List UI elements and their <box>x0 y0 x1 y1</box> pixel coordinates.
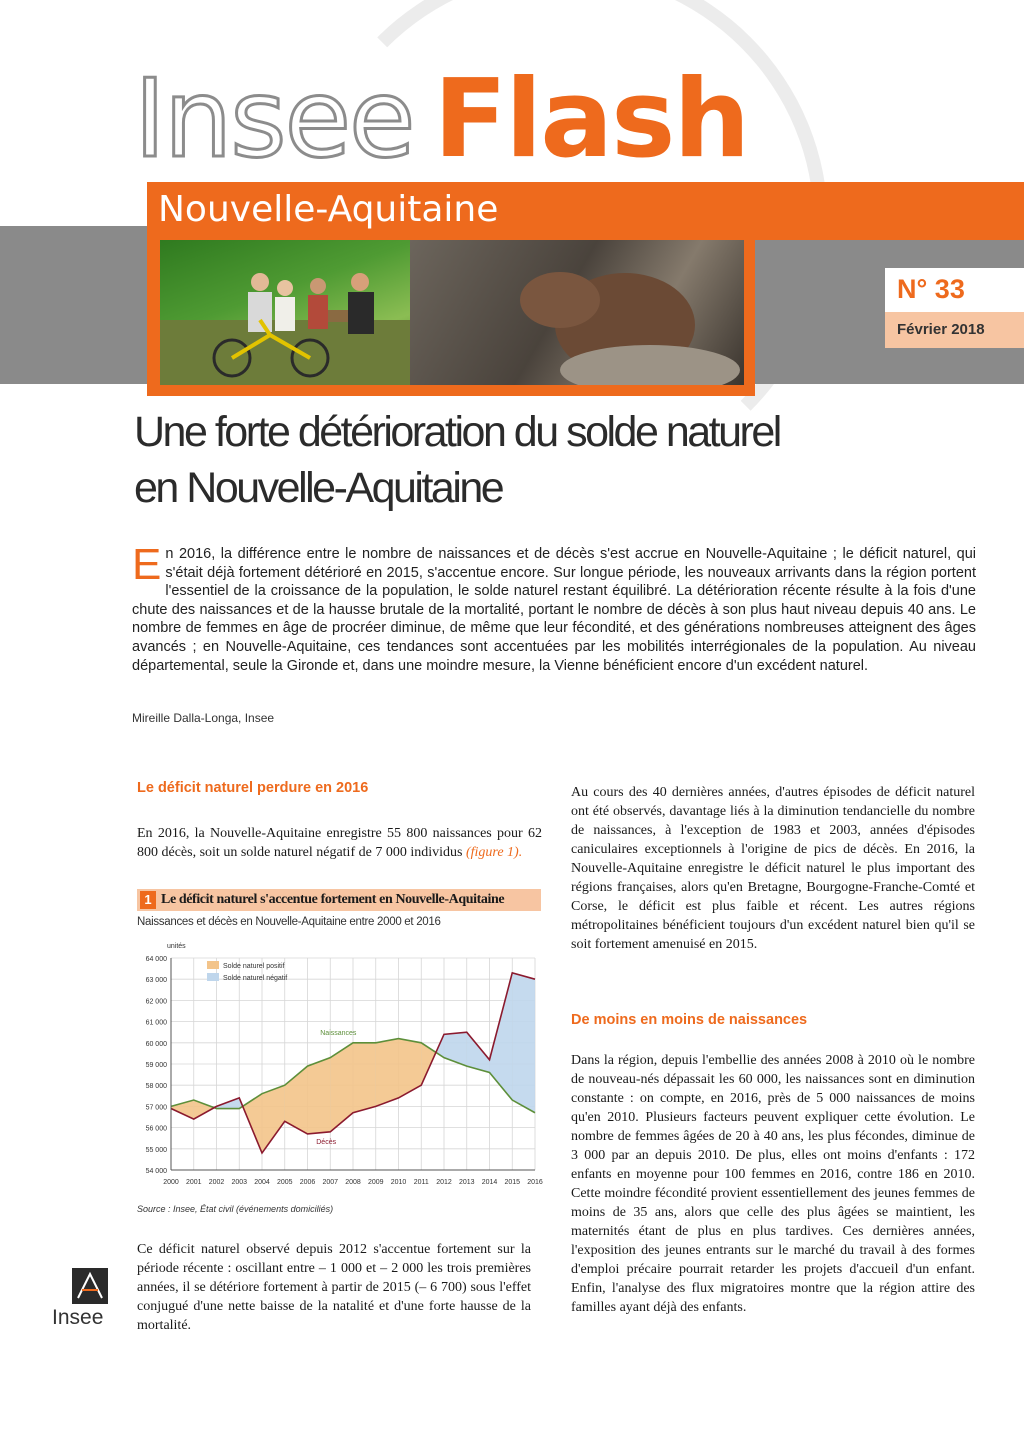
births-deaths-chart <box>137 936 543 1196</box>
y-tick-label: 60 000 <box>145 1040 167 1048</box>
x-tick-label: 2015 <box>504 1179 521 1186</box>
x-tick-label: 2004 <box>254 1179 270 1186</box>
author: Mireille Dalla-Longa, Insee <box>132 711 275 725</box>
cover-photo-seniors <box>160 240 410 385</box>
section-title-deficit: Le déficit naturel perdure en 2016 <box>137 780 369 796</box>
article-title-line2: en Nouvelle-Aquitaine <box>134 464 503 512</box>
x-tick-label: 2006 <box>299 1179 316 1186</box>
legend-swatch <box>207 961 219 969</box>
brand-logo <box>134 57 749 182</box>
x-tick-label: 2000 <box>163 1179 179 1186</box>
x-tick-label: 2012 <box>436 1179 452 1186</box>
x-tick-label: 2007 <box>322 1179 339 1186</box>
region-name: Nouvelle-Aquitaine <box>158 189 499 230</box>
right-paragraph-1: Au cours des 40 dernières années, d'autres épisodes de déficit naturel ont été observés, davantage liés à la diminution tendancielle du nombre de naissances, à l'exception de 1983 et 2003, années d'épisodes caniculaires exceptionnels à l'origine de pics de décès. En 2016, la Nouvelle-Aquitaine enregistre le déficit naturel le plus important des régions françaises, alors qu'en Bretagne, Bourgogne-Franche-Comté et Corse, le déficit est plus faible et récent. Les autres régions métropolitaines bénéficient toujours d'un excédent naturel bien qu'il se soit fortement amenuisé en 2015. <box>571 785 975 952</box>
gap-area <box>512 973 535 1113</box>
series-label-naissances: Naissances <box>320 1029 357 1037</box>
right-paragraph-2: Dans la région, depuis l'embellie des années 2008 à 2010 où le nombre de nouveau-nés dépassait les 60 000, les naissances sont en diminution constante : on compte, en 2016, près de 5 000 naissances de moins qu'en 2010. Plusieurs facteurs peuvent expliquer cette évolution. Le nombre de femmes âgées de 20 à 40 ans, les plus fécondes, diminue de 3 000 par an depuis 2010. De plus, elles ont moins d'enfants : 172 enfants en moyenne pour 100 femmes en 2016, contre 186 en 2010. Cette moindre fécondité provient essentiellement des jeunes femmes de moins de 35 ans, alors que celle des plus âgées se maintient, les maternités étant de plus en plus tardives. Ces dernières années, l'exposition des jeunes entrants sur le marché du travail à des formes d'emploi précaire pourrait retarder les projets d'accueil d'un enfant. Enfin, l'analyse des flux migratoires montre que la région attire des familles ayant déjà des enfants. <box>571 1053 975 1315</box>
insee-logo-text: Insee <box>52 1306 104 1329</box>
figure-title: Le déficit naturel s'accentue fortement en Nouvelle-Aquitaine <box>161 892 505 907</box>
y-tick-label: 56 000 <box>145 1125 167 1133</box>
gap-area <box>353 1043 376 1113</box>
y-tick-label: 63 000 <box>145 977 167 985</box>
x-tick-label: 2008 <box>345 1179 361 1186</box>
legend-swatch <box>207 973 219 981</box>
x-tick-label: 2016 <box>527 1179 543 1186</box>
gap-area <box>376 1039 399 1107</box>
x-tick-label: 2010 <box>390 1179 407 1186</box>
x-tick-label: 2009 <box>367 1179 384 1186</box>
brand-flash: Flash <box>433 57 749 182</box>
section-title-births: De moins en moins de naissances <box>571 1012 808 1028</box>
y-tick-label: 54 000 <box>145 1168 167 1175</box>
insee-logo-mark <box>72 1268 108 1304</box>
figure-subtitle: Naissances et décès en Nouvelle-Aquitaine entre 2000 et 2016 <box>137 916 441 928</box>
x-tick-label: 2002 <box>208 1179 225 1186</box>
issue-number: N° 33 <box>897 274 965 304</box>
x-tick-label: 2005 <box>276 1179 293 1186</box>
series-label-deces: Décès <box>316 1138 337 1146</box>
left-paragraph-2: Ce déficit naturel observé depuis 2012 s'accentue fortement sur la période récente : oscillant entre – 1 000 et – 2 000 les trois premières années, il se détériore fortement à partir de 2015 (– 6 700) sous l'effet conjugué d'une nette baisse de la natalité et d'une forte hausse de la mortalité. <box>137 1242 531 1333</box>
gap-area <box>399 1039 422 1098</box>
cover-photo-baby <box>410 240 744 385</box>
lead-text: n 2016, la différence entre le nombre de naissances et de décès s'est accrue en Nouvelle-Aquitaine ; le déficit naturel, qui s'était déjà fortement détérioré en 2015, s'accentue encore. Sur longue période, les nouveaux arrivants dans la région portent l'essentiel de la croissance de la population, le solde naturel restant équilibré. La détérioration récente résulte à la fois d'une chute des naissances et de la hausse brutale de la mortalité, portant le nombre de décès à son plus haut niveau depuis 40 ans. Le nombre de femmes en âge de procréer diminue, de même que leur fécondité, et des générations nombreuses atteignent des âges avancés ; en Nouvelle-Aquitaine, ces tendances sont accentuées par les mobilités interrégionales de la population. Au niveau départemental, seule la Gironde et, dans une moindre mesure, la Vienne bénéficient encore d'un excédent naturel. <box>132 546 976 674</box>
legend-label: Solde naturel positif <box>223 963 285 970</box>
y-unit-label: unités <box>167 943 186 950</box>
gap-area <box>262 1085 285 1153</box>
x-tick-label: 2001 <box>185 1179 202 1186</box>
brand-insee: Insee <box>134 57 414 182</box>
figure-reference-link[interactable]: (figure 1). <box>465 845 523 860</box>
insee-logo <box>52 1268 120 1334</box>
legend-label: Solde naturel négatif <box>223 975 288 982</box>
y-tick-label: 61 000 <box>145 1019 167 1027</box>
left-paragraph-1 <box>137 824 542 862</box>
y-tick-label: 64 000 <box>145 956 167 963</box>
figure-number: 1 <box>140 891 156 909</box>
y-tick-label: 58 000 <box>145 1083 167 1091</box>
y-tick-label: 57 000 <box>145 1104 167 1112</box>
gap-area <box>308 1058 331 1134</box>
lead-dropcap: E <box>132 540 162 589</box>
y-tick-label: 55 000 <box>145 1146 167 1154</box>
article-title <box>134 404 934 516</box>
gap-area <box>490 973 513 1100</box>
left-paragraph-1-text: En 2016, la Nouvelle-Aquitaine enregistre 55 800 naissances pour 62 800 décès, soit un solde naturel négatif de 7 000 individus <box>137 826 542 860</box>
article-title-line1: Une forte détérioration du solde naturel <box>134 408 780 456</box>
figure-source: Source : Insee, État civil (événements domiciliés) <box>137 1204 334 1214</box>
x-tick-label: 2003 <box>231 1179 248 1186</box>
y-tick-label: 62 000 <box>145 998 167 1006</box>
issue-date: Février 2018 <box>897 321 985 338</box>
y-tick-label: 59 000 <box>145 1062 167 1069</box>
lead-paragraph <box>132 540 976 675</box>
x-tick-label: 2011 <box>413 1179 429 1186</box>
x-tick-label: 2014 <box>481 1179 498 1186</box>
x-tick-label: 2013 <box>458 1179 475 1186</box>
